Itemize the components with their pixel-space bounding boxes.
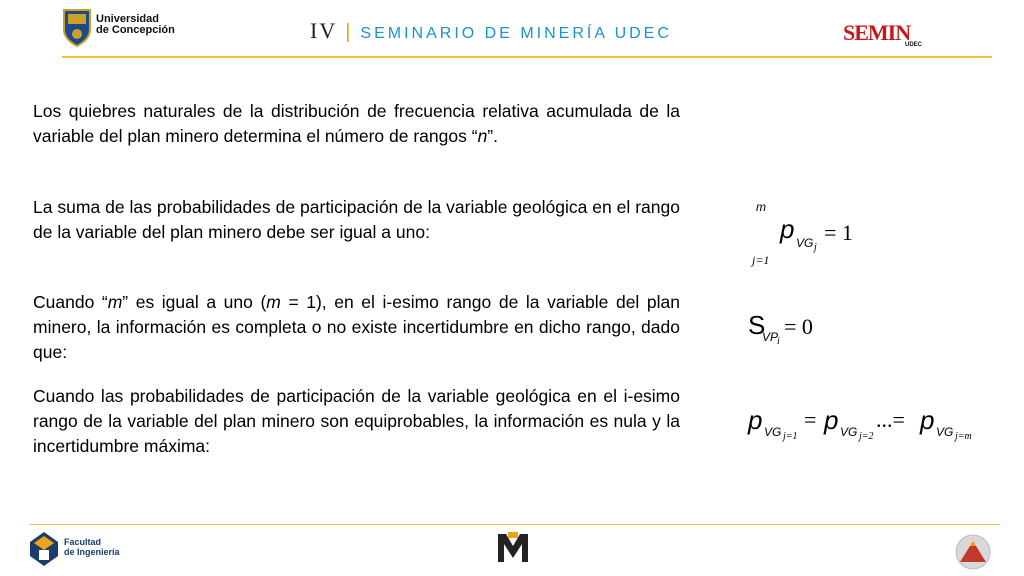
header-divider <box>62 56 992 58</box>
eq3-p3: p <box>920 405 935 435</box>
p3-var-m1: m <box>107 292 123 312</box>
eq2-sub: VP <box>762 330 779 344</box>
eq3-subsub3: j=m <box>955 431 972 442</box>
eq3-sub2: VG <box>840 425 858 439</box>
eq2-rhs: = 0 <box>784 314 813 339</box>
faculty-line2: de Ingeniería <box>64 547 120 557</box>
footer-divider <box>30 524 1000 525</box>
faculty-emblem-icon <box>30 532 58 566</box>
p3-text-a: Cuando “ <box>33 292 108 312</box>
udec-logo-line1: Universidad <box>96 13 159 25</box>
eq1-lower-limit: j=1 <box>752 253 770 267</box>
p3-text-b: ” es igual a uno ( <box>122 292 267 312</box>
eq3-p1: p <box>748 405 763 435</box>
eq3-sub3: VG <box>936 425 954 439</box>
equation-sum <box>752 198 882 270</box>
semin-logo-text: SEMIN <box>843 20 911 45</box>
faculty-logo <box>30 530 140 570</box>
eq1-p: p <box>780 214 795 244</box>
eq3-subsub1: j=1 <box>783 431 798 442</box>
eq1-sub: VG <box>796 236 814 250</box>
udec-logo <box>62 8 182 50</box>
eq1-subsub: j <box>814 242 817 253</box>
udec-logo-text <box>96 14 175 36</box>
eq3-dots: ...= <box>876 407 905 432</box>
p3-text-c: = 1), en el i-esimo rango de la variable del plan minero, la información es completa o no existe incertidumbre en dicho rango, dado que: <box>33 292 680 362</box>
paragraph-1 <box>33 99 680 149</box>
udec-logo-line2: de Concepción <box>96 24 175 36</box>
page-title <box>310 18 672 44</box>
equation-entropy <box>746 308 846 348</box>
udec-shield-icon <box>62 8 92 48</box>
faculty-logo-text <box>64 537 120 557</box>
eq2-s: S <box>748 310 766 340</box>
eq2-subsub: i <box>777 336 780 347</box>
p3-var-m2: m <box>266 292 281 312</box>
volcano-icon <box>955 534 991 570</box>
eq3-equals-1: = <box>804 407 817 432</box>
eq3-subsub2: j=2 <box>859 431 874 442</box>
eq1-rhs: = 1 <box>824 220 853 245</box>
p1-text-a: Los quiebres naturales de la distribución de frecuencia relativa acumulada de la variable del plan minero determina el número de rangos “ <box>33 101 680 146</box>
mining-m-icon <box>496 530 530 564</box>
paragraph-4: Cuando las probabilidades de participación de la variable geológica en el i-esimo rango de la variable del plan minero son equiprobables, la información es nula y la incertidumbre máxima: <box>33 386 680 456</box>
equation-equiprobable <box>746 403 996 443</box>
eq3-p2: p <box>824 405 839 435</box>
paragraph-2: La suma de las probabilidades de participación de la variable geológica en el rango de la variable del plan minero debe ser igual a uno: <box>33 197 680 242</box>
semin-logo <box>843 18 943 52</box>
title-separator: | <box>345 21 353 43</box>
eq1-upper-limit: m <box>756 200 766 214</box>
semin-logo-sub: UDEC <box>905 42 923 48</box>
p1-var-n: n <box>477 126 488 146</box>
eq3-sub1: VG <box>764 425 782 439</box>
faculty-line1: Facultad <box>64 537 102 547</box>
p1-text-b: ”. <box>487 126 498 146</box>
title-numeral: IV <box>310 18 338 43</box>
title-text: SEMINARIO DE MINERÍA UDEC <box>360 25 672 42</box>
paragraph-3 <box>33 290 680 365</box>
